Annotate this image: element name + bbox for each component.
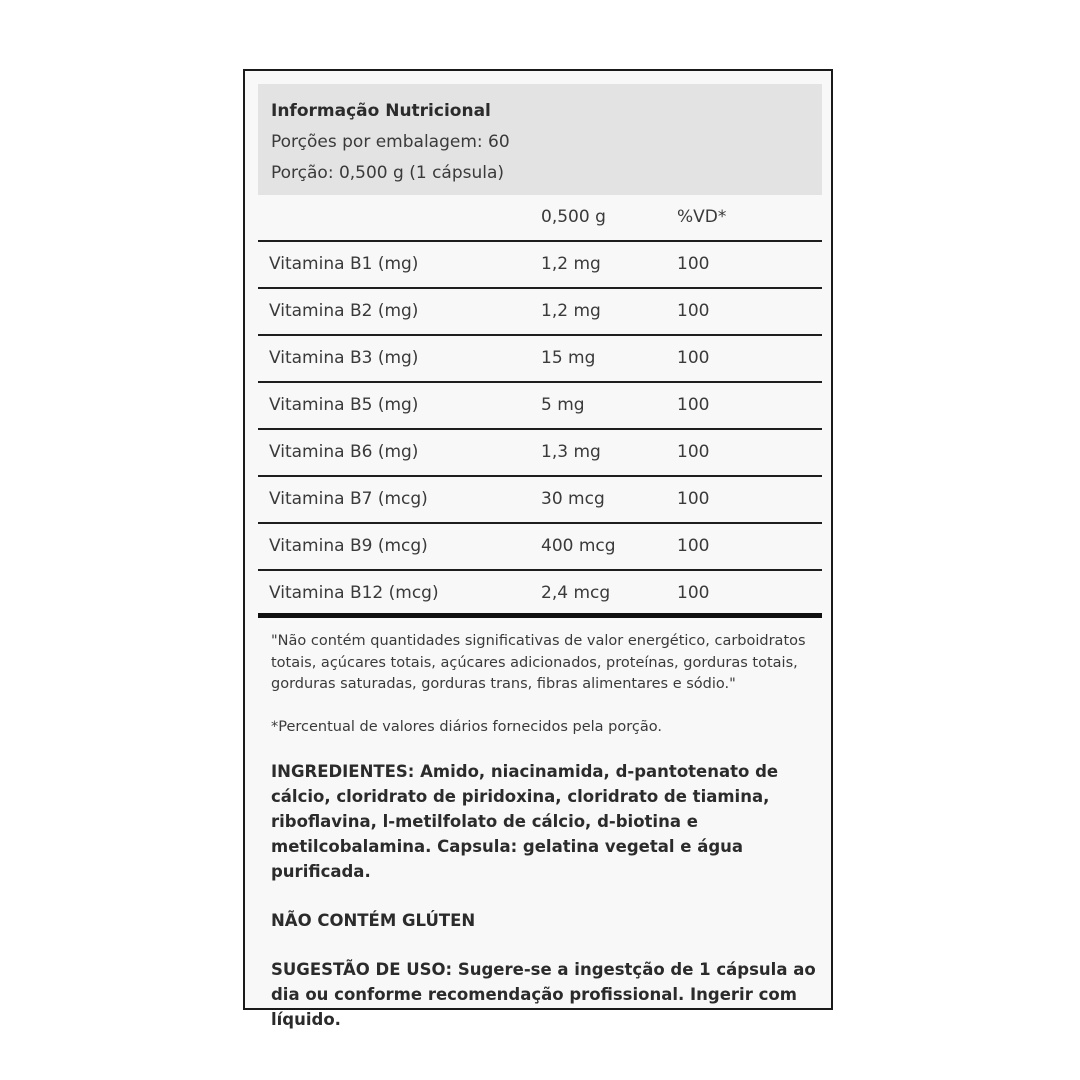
nutrient-dv: 100	[677, 348, 710, 368]
nutrient-name: Vitamina B5 (mg)	[269, 395, 419, 415]
nutrient-dv: 100	[677, 395, 710, 415]
nutrient-name: Vitamina B7 (mcg)	[269, 489, 428, 509]
table-row	[258, 477, 822, 524]
nutrition-table	[258, 195, 822, 618]
nutrient-dv: 100	[677, 583, 710, 603]
nutrient-amount: 2,4 mcg	[541, 583, 611, 603]
label-notes	[271, 631, 821, 1056]
nutrient-amount: 1,3 mg	[541, 442, 601, 462]
table-row	[258, 524, 822, 571]
gluten-statement: NÃO CONTÉM GLÚTEN	[271, 911, 476, 930]
nutrient-dv: 100	[677, 301, 710, 321]
nutrient-name: Vitamina B6 (mg)	[269, 442, 419, 462]
table-row	[258, 571, 822, 618]
nutrient-dv: 100	[677, 254, 710, 274]
nutrient-amount: 1,2 mg	[541, 254, 601, 274]
nutrient-amount: 30 mcg	[541, 489, 605, 509]
nutrient-name: Vitamina B12 (mcg)	[269, 583, 439, 603]
table-row	[258, 289, 822, 336]
serving-size: Porção: 0,500 g (1 cápsula)	[271, 163, 505, 183]
nutrition-facts-panel	[243, 69, 833, 1029]
table-row	[258, 430, 822, 477]
nutrition-title: Informação Nutricional	[271, 101, 491, 121]
table-row	[258, 336, 822, 383]
ingredients-text: INGREDIENTES: Amido, niacinamida, d-pantotenato de cálcio, cloridrato de piridoxina, cloridrato de tiamina, riboflavina, l-metilfolato de cálcio, d-biotina e metilcobalamina. Capsula: gelatina vegetal e água purificada.	[271, 762, 779, 881]
nutrient-dv: 100	[677, 442, 710, 462]
column-header-amount: 0,500 g	[541, 207, 606, 227]
nutrient-name: Vitamina B3 (mg)	[269, 348, 419, 368]
nutrient-name: Vitamina B9 (mcg)	[269, 536, 428, 556]
usage-suggestion: SUGESTÃO DE USO: Sugere-se a ingestção de 1 cápsula ao dia ou conforme recomendação profissional. Ingerir com líquido.	[271, 960, 816, 1029]
nutrient-amount: 400 mcg	[541, 536, 616, 556]
nutrient-dv: 100	[677, 536, 710, 556]
column-header-dv: %VD*	[677, 207, 727, 227]
nutrient-dv: 100	[677, 489, 710, 509]
nutrient-amount: 1,2 mg	[541, 301, 601, 321]
nutrient-amount: 5 mg	[541, 395, 585, 415]
nutrient-name: Vitamina B1 (mg)	[269, 254, 419, 274]
servings-per-package: Porções por embalagem: 60	[271, 132, 510, 152]
table-header-row	[258, 195, 822, 242]
nutrient-name: Vitamina B2 (mg)	[269, 301, 419, 321]
not-significant-note: "Não contém quantidades significativas de valor energético, carboidratos totais, açúcares totais, açúcares adicionados, proteínas, gorduras totais, gorduras saturadas, gorduras trans, fibras alimentares e sódio."	[271, 633, 806, 692]
daily-value-footnote: *Percentual de valores diários fornecidos pela porção.	[271, 718, 662, 735]
table-row	[258, 383, 822, 430]
table-row	[258, 242, 822, 289]
nutrition-header	[258, 84, 822, 195]
nutrient-amount: 15 mg	[541, 348, 596, 368]
